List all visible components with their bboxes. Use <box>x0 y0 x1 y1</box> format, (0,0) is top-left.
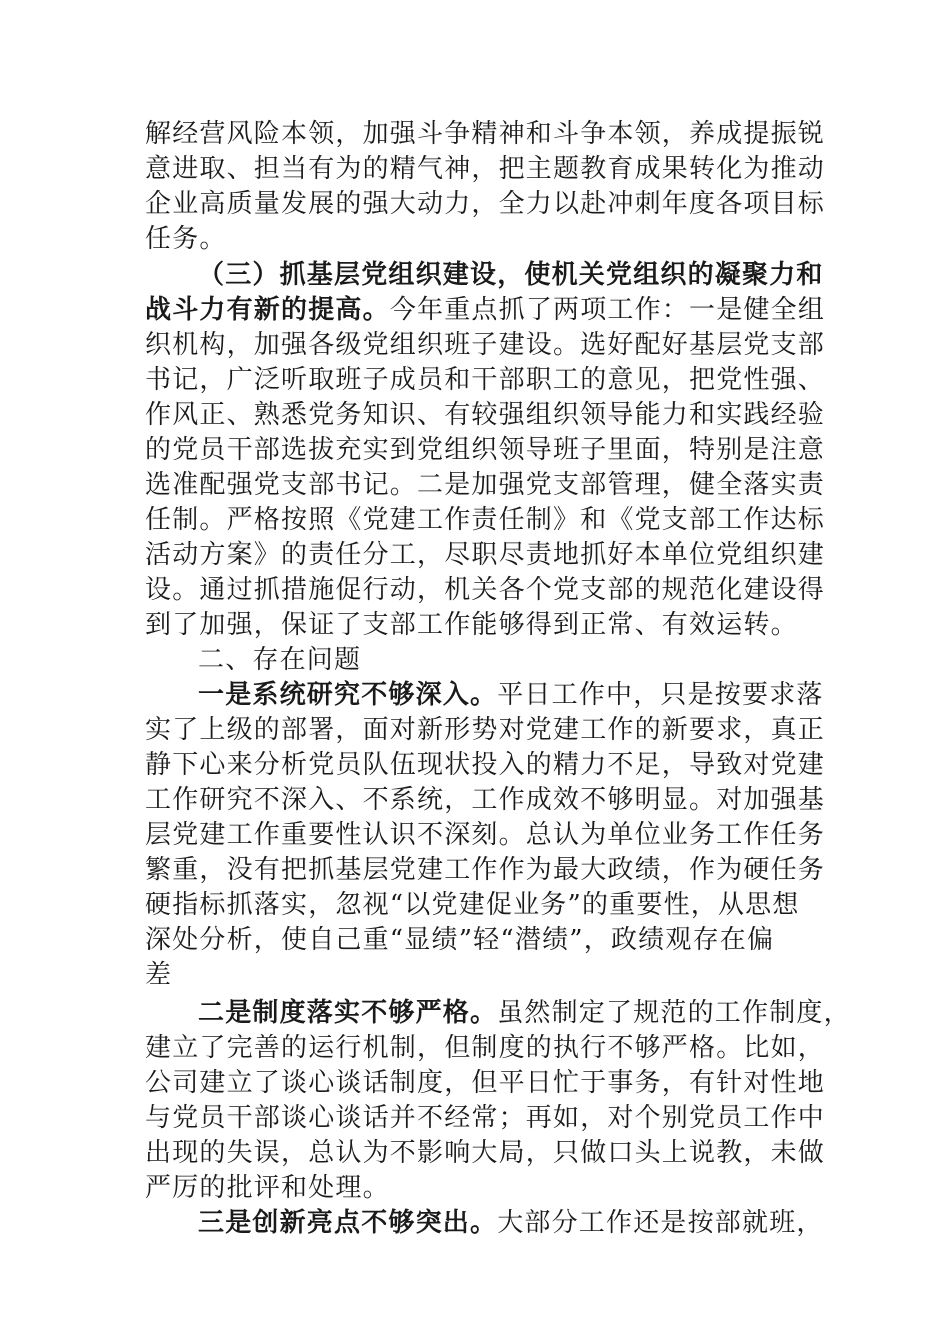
line-text: 深处分析，使自己重“显绩”轻“潜绩”，政绩观存在偏 <box>145 925 775 955</box>
line-text: 差 <box>145 960 173 990</box>
text-line <box>145 888 810 922</box>
line-text: 活动方案》的责任分工，尽职尽责地抓好本单位党组织建 <box>145 540 826 570</box>
text-line <box>145 748 826 782</box>
line-text: 任务。 <box>145 224 227 254</box>
text-line <box>145 573 826 607</box>
line-text: 选准配强党支部书记。二是加强党支部管理，健全落实责 <box>145 470 826 500</box>
line-text: 工作研究不深入、不系统，工作成效不够明显。对加强基 <box>145 785 826 815</box>
text-line <box>145 1136 826 1170</box>
bold-heading: 二是制度落实不够严格。 <box>198 998 498 1028</box>
line-text: 实了上级的部署，面对新形势对党建工作的新要求，真正 <box>145 715 826 745</box>
text-line <box>145 818 826 852</box>
text-line <box>145 433 826 467</box>
text-line <box>145 398 826 432</box>
text-line <box>198 258 824 292</box>
text-line <box>145 783 826 817</box>
line-text: 织机构，加强各级党组织班子建设。选好配好基层党支部 <box>145 330 826 360</box>
text-line <box>145 1066 826 1100</box>
line-text: 平日工作中，只是按要求落 <box>497 680 824 710</box>
text-line <box>198 1206 824 1240</box>
line-text: 到了加强，保证了支部工作能够得到正常、有效运转。 <box>145 610 798 640</box>
text-line <box>145 713 826 747</box>
text-line <box>145 503 826 537</box>
section-heading <box>198 643 813 677</box>
text-line <box>145 187 826 221</box>
line-text: 意进取、担当有为的精气神，把主题教育成果转化为推动 <box>145 154 826 184</box>
text-line <box>145 468 826 502</box>
line-text: 作风正、熟悉党务知识、有较强组织领导能力和实践经验 <box>145 400 826 430</box>
line-text: 与党员干部谈心谈话并不经常；再如，对个别党员工作中 <box>145 1103 826 1133</box>
line-text: 层党建工作重要性认识不深刻。总认为单位业务工作任务 <box>145 820 826 850</box>
line-text: 繁重，没有把抓基层党建工作作为最大政绩，作为硬任务 <box>145 855 826 885</box>
line-text: 设。通过抓措施促行动，机关各个党支部的规范化建设得 <box>145 575 826 605</box>
text-line <box>145 152 826 186</box>
text-line <box>198 996 851 1030</box>
text-line <box>145 222 810 256</box>
line-text: 今年重点抓了两项工作：一是健全组 <box>389 295 826 325</box>
text-line <box>198 678 824 712</box>
text-line <box>145 923 810 957</box>
text-line <box>145 1031 826 1065</box>
line-text: 企业高质量发展的强大动力，全力以赴冲刺年度各项目标 <box>145 189 826 219</box>
line-text: 的党员干部选拔充实到党组织领导班子里面，特别是注意 <box>145 435 826 465</box>
line-text: 硬指标抓落实，忽视“以党建促业务”的重要性，从思想 <box>145 890 800 920</box>
text-line <box>145 117 826 151</box>
line-text: 任制。严格按照《党建工作责任制》和《党支部工作达标 <box>145 505 826 535</box>
bold-heading: 战斗力有新的提高。 <box>145 295 390 325</box>
text-line <box>145 853 826 887</box>
text-line <box>145 608 810 642</box>
text-line <box>145 293 826 327</box>
line-text: 公司建立了谈心谈话制度，但平日忙于事务，有针对性地 <box>145 1068 826 1098</box>
line-text: 虽然制定了规范的工作制度， <box>497 998 851 1028</box>
bold-heading: 三是创新亮点不够突出。 <box>198 1208 498 1238</box>
text-line <box>145 958 810 992</box>
line-text: 二、存在问题 <box>198 645 362 675</box>
text-line <box>145 1171 810 1205</box>
text-line <box>145 1101 826 1135</box>
bold-heading: （三）抓基层党组织建设，使机关党组织的凝聚力和 <box>198 260 824 290</box>
text-line <box>145 328 826 362</box>
line-text: 出现的失误，总认为不影响大局，只做口头上说教，未做 <box>145 1138 826 1168</box>
line-text: 大部分工作还是按部就班， <box>497 1208 824 1238</box>
line-text: 解经营风险本领，加强斗争精神和斗争本领，养成提振锐 <box>145 119 826 149</box>
line-text: 书记，广泛听取班子成员和干部职工的意见，把党性强、 <box>145 365 826 395</box>
text-line <box>145 538 826 572</box>
bold-heading: 一是系统研究不够深入。 <box>198 680 498 710</box>
line-text: 严厉的批评和处理。 <box>145 1173 390 1203</box>
line-text: 静下心来分析党员队伍现状投入的精力不足，导致对党建 <box>145 750 826 780</box>
text-line <box>145 363 826 397</box>
line-text: 建立了完善的运行机制，但制度的执行不够严格。比如， <box>145 1033 826 1063</box>
